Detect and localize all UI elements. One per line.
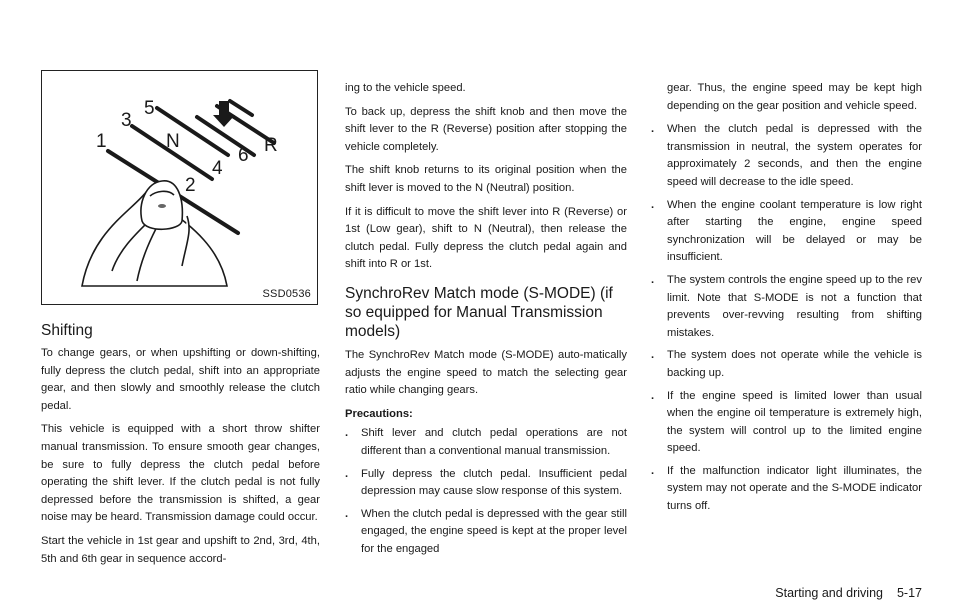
shifting-paragraph-1: To change gears, or when upshifting or down-shifting, fully depress the clutch pedal, shift into an appropriate gear, and then slowly and smoothly release the clutch pedal. [41, 347, 320, 412]
difficulty-paragraph: If it is difficult to move the shift lever into R (Reverse) or 1st (Low gear), shift to N (Neutral), then release the clutch pedal. Fully depress the clutch pedal again and shift into R or 1st. [345, 205, 627, 271]
page-footer [775, 586, 922, 600]
bullet-marker: . [651, 273, 655, 286]
bullet-marker: . [651, 349, 655, 362]
bullet-continuation: gear. Thus, the engine speed may be kept high depending on the gear position and vehicle speed. [667, 82, 922, 112]
list-item: . When the engine coolant temperature is low right after starting the engine, engine speed synchronization will be delayed or may be insufficient. [651, 198, 922, 264]
list-item: . The system does not operate while the vehicle is backing up. [651, 349, 922, 379]
synchrorev-heading: SynchroRev Match mode (S-MODE) (if so equipped for Manual Transmission models) [345, 284, 613, 340]
precautions-list-continued [651, 121, 922, 515]
list-item: . When the clutch pedal is depressed with the gear still engaged, the engine speed is kept at the proper level for the engaged [345, 507, 627, 555]
list-item: . The system controls the engine speed up to the rev limit. Note that S-MODE is not a function that prevents over-revving resulting from shifting mistakes. [651, 273, 922, 339]
bullet-marker: . [651, 464, 655, 477]
page-number: 5-17 [896, 586, 922, 600]
bullet-marker: . [345, 507, 349, 520]
gear-label-5: 5 [144, 98, 155, 119]
bullet-marker: . [345, 467, 349, 480]
gear-label-2: 2 [185, 175, 196, 196]
precautions-list [345, 425, 627, 558]
list-item: . Shift lever and clutch pedal operations are not different than a conventional manual transmission. [345, 427, 627, 457]
shifting-heading: Shifting [41, 322, 93, 339]
gear-label-3: 3 [121, 110, 132, 131]
gear-label-4: 4 [212, 158, 223, 179]
bullet-marker: . [345, 427, 349, 440]
list-item: . If the engine speed is limited lower than usual when the engine oil temperature is extremely high, the system will control up to the limited engine speed. [651, 389, 922, 455]
middle-column [345, 80, 627, 563]
shifting-paragraph-3: Start the vehicle in 1st gear and upshift to 2nd, 3rd, 4th, 5th and 6th gear in sequence accord- [41, 534, 320, 565]
list-item: . When the clutch pedal is depressed with the transmission in neutral, the system operates for approximately 2 seconds, and then the engine speed will decrease to the idle speed. [651, 123, 922, 188]
shift-pattern-illustration [42, 71, 319, 306]
left-column [41, 70, 320, 574]
gear-label-n: N [166, 131, 180, 152]
list-item: . If the malfunction indicator light illuminates, the system may not operate and the S-MODE indicator turns off. [651, 464, 922, 513]
shift-pattern-figure [41, 70, 318, 305]
footer-section-title: Starting and driving [775, 586, 883, 600]
list-item: . Fully depress the clutch pedal. Insufficient pedal depression may cause slow response of this system. [345, 467, 627, 498]
right-column [651, 80, 922, 521]
precautions-label: Precautions: [345, 407, 413, 420]
gear-label-6: 6 [238, 145, 249, 166]
gear-label-r: R [264, 135, 278, 156]
continued-paragraph: ing to the vehicle speed. [345, 82, 466, 94]
figure-code: SSD0536 [262, 288, 311, 300]
bullet-marker: . [651, 123, 655, 136]
bullet-marker: . [651, 389, 655, 402]
shifting-paragraph-2: This vehicle is equipped with a short throw shifter manual transmission. To ensure smooth gear changes, be sure to fully depress the clutch pedal before operating the shift lever. If the clutch pedal is not fully depressed before the transmission is shifted, a gear noise may be heard. Transmission damage could occur. [41, 423, 320, 524]
synchrorev-paragraph: The SynchroRev Match mode (S-MODE) auto-matically adjusts the engine speed to match the selecting gear ratio while changing gears. [345, 348, 627, 397]
gear-label-1: 1 [96, 131, 107, 152]
reverse-paragraph: To back up, depress the shift knob and then move the shift lever to the R (Reverse) position after stopping the vehicle completely. [345, 105, 627, 153]
neutral-paragraph: The shift knob returns to its original position when the shift lever is moved to the N (Neutral) position. [345, 164, 627, 194]
bullet-marker: . [651, 198, 655, 211]
